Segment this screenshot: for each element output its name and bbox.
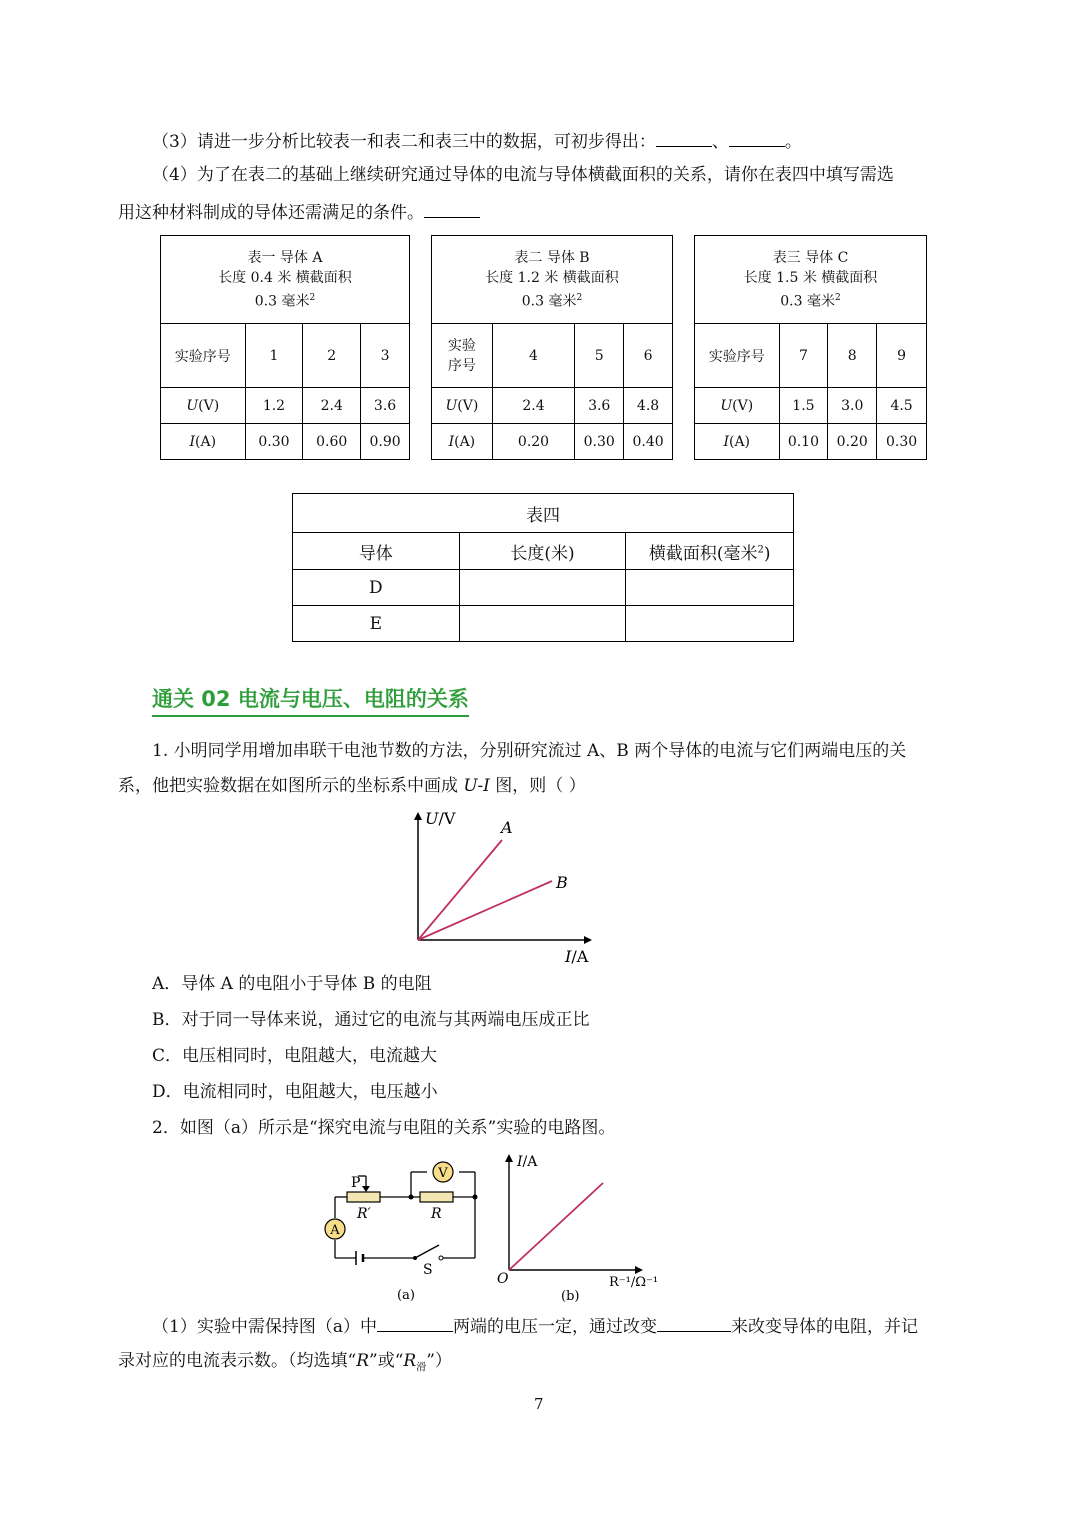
y-axis-label: U/V bbox=[425, 809, 456, 828]
table-1: 表一 导体 A 长度 0.4 米 横截面积 0.3 毫米$^2$ 实验序号 1 2 3 U(V) 1.2 2.4 3.6 I(A) 0.30 0.60 0.90 bbox=[160, 235, 410, 460]
line-a bbox=[418, 840, 502, 940]
figure-a-caption: (a) bbox=[397, 1288, 415, 1303]
q2-blank-2[interactable] bbox=[657, 1313, 731, 1332]
q2-intro: 2．如图（a）所示是“探究电流与电阻的关系”实验的电路图。 bbox=[152, 1118, 616, 1138]
voltmeter-label: V bbox=[438, 1166, 448, 1181]
resistor-label: R bbox=[431, 1206, 442, 1222]
table-2-seq-label: 实验 序号 bbox=[432, 324, 493, 388]
table-4-row-e: E bbox=[293, 606, 460, 642]
q3-blank-2[interactable] bbox=[729, 128, 785, 147]
table-4 bbox=[292, 493, 794, 642]
table-4-title: 表四 bbox=[293, 494, 794, 533]
switch-pivot bbox=[413, 1256, 417, 1260]
x-axis-label: I/A bbox=[565, 947, 589, 966]
q1-line2: 系，他把实验数据在如图所示的坐标系中画成 U-I 图，则（ ） bbox=[118, 776, 586, 796]
table-2-u-label: U(V) bbox=[432, 388, 493, 424]
figure-b-caption: (b) bbox=[561, 1289, 580, 1304]
rheostat bbox=[347, 1192, 380, 1202]
table-2-i-label: I(A) bbox=[432, 424, 493, 460]
table-4-e-length[interactable] bbox=[459, 606, 626, 642]
table-3: 表三 导体 C 长度 1.5 米 横截面积 0.3 毫米$^2$ 实验序号 7 8 9 U(V) 1.5 3.0 4.5 I(A) 0.10 0.20 0.30 bbox=[694, 235, 927, 460]
option-b[interactable]: B．对于同一导体来说，通过它的电流与其两端电压成正比 bbox=[152, 1010, 590, 1030]
table-3-seq-label: 实验序号 bbox=[695, 324, 780, 388]
table-1-header: 表一 导体 A 长度 0.4 米 横截面积 0.3 毫米$^2$ bbox=[161, 236, 410, 324]
option-a[interactable]: A．导体 A 的电阻小于导体 B 的电阻 bbox=[152, 974, 432, 994]
option-d[interactable]: D．电流相同时，电阻越大，电压越小 bbox=[152, 1082, 438, 1102]
switch-contact bbox=[439, 1256, 443, 1260]
q4-line1: （4）为了在表二的基础上继续研究通过导体的电流与导体横截面积的关系，请你在表四中填写需选 bbox=[152, 165, 894, 185]
table-3-i-label: I(A) bbox=[695, 424, 780, 460]
rheostat-label: R′ bbox=[357, 1206, 371, 1222]
junction-left bbox=[409, 1195, 414, 1200]
section-heading: 通关 02 电流与电压、电阻的关系 bbox=[152, 683, 469, 717]
table-4-d-length[interactable] bbox=[459, 570, 626, 606]
graph-b-origin: O bbox=[497, 1271, 509, 1287]
q2-figures bbox=[315, 1150, 665, 1308]
table-4-header-area: 横截面积(毫米$^2$) bbox=[626, 533, 794, 570]
option-c[interactable]: C．电压相同时，电阻越大，电流越大 bbox=[152, 1046, 438, 1066]
resistor-r bbox=[420, 1192, 453, 1202]
q4-line2: 用这种材料制成的导体还需满足的条件。 bbox=[118, 199, 480, 225]
graph-b-y-label: I/A bbox=[517, 1154, 538, 1170]
q1-line1: 1. 小明同学用增加串联干电池节数的方法，分别研究流过 A、B 两个导体的电流与它们两端电压的关 bbox=[152, 741, 907, 761]
q2-sub1-line1: （1）实验中需保持图（a）中 两端的电压一定，通过改变 来改变导体的电阻，并记 bbox=[152, 1313, 918, 1339]
table-2: 表二 导体 B 长度 1.2 米 横截面积 0.3 毫米$^2$ 实验 序号 4 5 6 U(V) 2.4 3.6 4.8 I(A) 0.20 0.30 0.40 bbox=[431, 235, 673, 460]
graph-b-line bbox=[509, 1183, 603, 1270]
slider-label: P bbox=[351, 1175, 361, 1191]
table-4-header-conductor: 导体 bbox=[293, 533, 460, 570]
slider-arrow bbox=[362, 1186, 370, 1192]
table-4-row-d: D bbox=[293, 570, 460, 606]
table-4-d-area[interactable] bbox=[626, 570, 794, 606]
line-a-label: A bbox=[501, 818, 513, 837]
table-4-e-area[interactable] bbox=[626, 606, 794, 642]
page-number: 7 bbox=[534, 1395, 544, 1413]
table-1-u-label: U(V) bbox=[161, 388, 246, 424]
line-b-label: B bbox=[556, 873, 568, 892]
q4-blank[interactable] bbox=[424, 199, 480, 218]
table-3-header: 表三 导体 C 长度 1.5 米 横截面积 0.3 毫米$^2$ bbox=[695, 236, 927, 324]
q2-sub1-line2: 录对应的电流表示数。（均选填“R”或“$R_滑$”） bbox=[118, 1351, 452, 1374]
ammeter-label: A bbox=[330, 1223, 340, 1238]
q2-blank-1[interactable] bbox=[377, 1313, 453, 1332]
table-1-i-label: I(A) bbox=[161, 424, 246, 460]
table-2-header: 表二 导体 B 长度 1.2 米 横截面积 0.3 毫米$^2$ bbox=[432, 236, 673, 324]
table-4-header-length: 长度(米) bbox=[459, 533, 626, 570]
q1-ui-graph bbox=[400, 806, 610, 968]
q3-blank-1[interactable] bbox=[656, 128, 712, 147]
line-b bbox=[418, 881, 552, 940]
q3-text: （3）请进一步分析比较表一和表二和表三中的数据，可初步得出： 、 。 bbox=[152, 128, 802, 154]
graph-b-x-label: R⁻¹/Ω⁻¹ bbox=[609, 1275, 659, 1290]
junction-right bbox=[473, 1195, 478, 1200]
table-1-seq-label: 实验序号 bbox=[161, 324, 246, 388]
switch-label: S bbox=[423, 1262, 433, 1278]
table-3-u-label: U(V) bbox=[695, 388, 780, 424]
